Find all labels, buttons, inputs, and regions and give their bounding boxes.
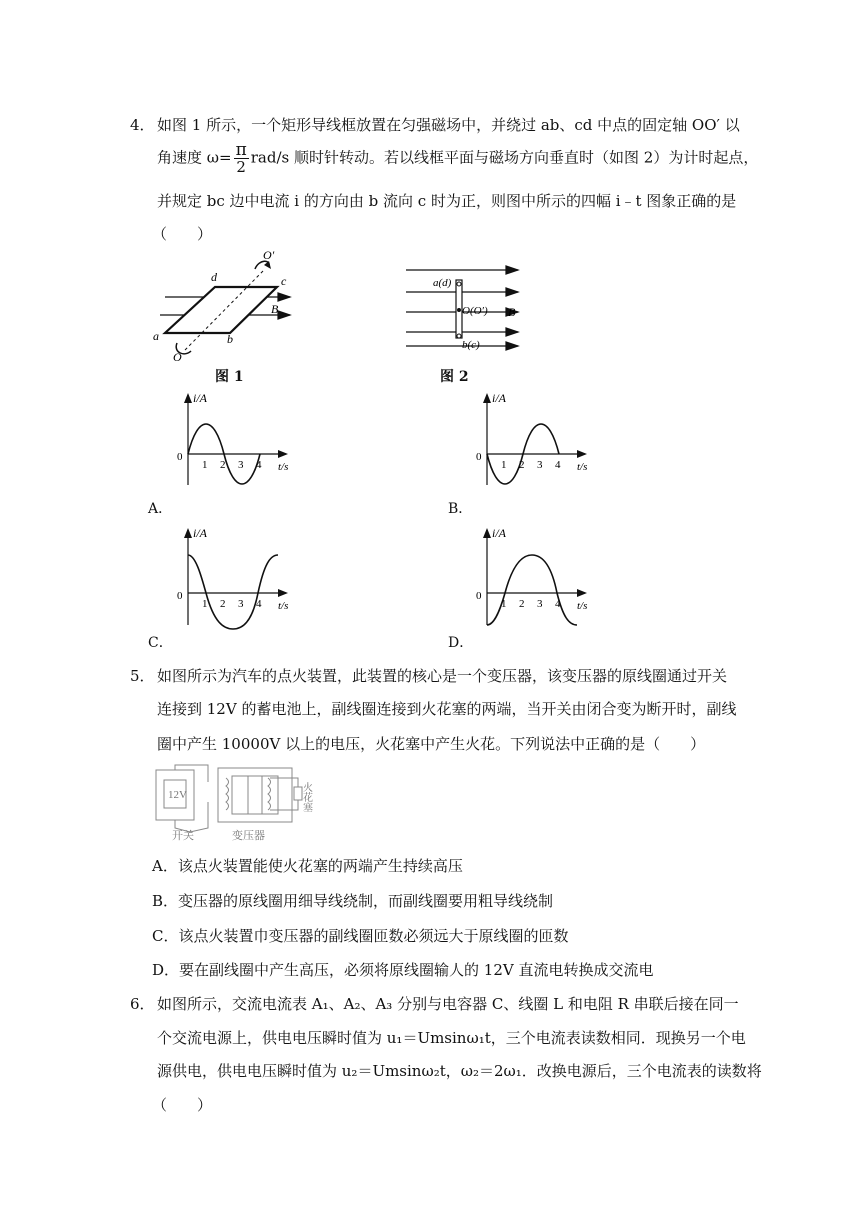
label-a-d: a(d) [433, 277, 452, 289]
spark-plug-label: 火花塞 [300, 782, 312, 812]
figure-2-caption: 图 2 [440, 369, 469, 385]
svg-text:0: 0 [476, 590, 482, 602]
svg-text:t/s: t/s [577, 600, 588, 612]
graph-b [467, 390, 602, 490]
battery-label: 12V [168, 789, 187, 801]
label-d: d [211, 270, 217, 284]
y-axis-label: i/A [193, 391, 207, 405]
option-c-label[interactable]: C． [148, 635, 173, 651]
figure-1-rotating-frame [145, 245, 305, 365]
svg-text:3: 3 [537, 459, 543, 471]
q5-choice-b[interactable]: B．变压器的原线圈用细导线绕制，而副线圈要用粗导线绕制 [152, 892, 554, 910]
x-axis-label: t/s [278, 461, 289, 473]
label-B: B [271, 302, 279, 316]
svg-text:2: 2 [220, 598, 226, 610]
q5-choice-d[interactable]: D．要在副线圈中产生高压，必须将原线圈输人的 12V 直流电转换成交流电 [152, 961, 654, 979]
svg-text:t/s: t/s [577, 461, 588, 473]
switch-label: 开关 [172, 830, 194, 842]
question-4-line-2 [157, 140, 759, 176]
question-5-number: 5． [130, 667, 155, 685]
question-6-line-1: 如图所示，交流电流表 A₁、A₂、A₃ 分别与电容器 C、线圈 L 和电阻 R 串联后接在同一 [157, 995, 739, 1013]
question-6-number: 6． [130, 995, 155, 1013]
svg-text:0: 0 [476, 451, 482, 463]
tick-2: 2 [220, 459, 226, 471]
option-d-label[interactable]: D． [448, 635, 474, 651]
graph-d [467, 525, 602, 630]
origin-label: 0 [177, 451, 183, 463]
svg-text:2: 2 [519, 598, 525, 610]
label-O-O-prime: O(O′) [462, 305, 488, 317]
tick-4: 4 [256, 459, 262, 471]
fraction-numerator: π [235, 140, 247, 160]
fraction-denominator: 2 [236, 158, 246, 176]
q4-line2-b: rad/s 顺时针转动。若以线框平面与磁场方向垂直时（如图 2）为计时起点， [250, 148, 759, 167]
question-5-line-2: 连接到 12V 的蓄电池上，副线圈连接到火花塞的两端，当开关由闭合变为断开时，副线 [157, 700, 737, 718]
ignition-circuit-figure [148, 762, 328, 842]
question-5-line-1: 如图所示为汽车的点火装置，此装置的核心是一个变压器，该变压器的原线圈通过开关 [157, 667, 728, 685]
omega-fraction [234, 142, 249, 175]
question-4-number: 4． [130, 116, 155, 134]
option-b-label[interactable]: B． [448, 501, 473, 517]
svg-text:4: 4 [555, 459, 561, 471]
svg-text:4: 4 [555, 598, 561, 610]
graph-c [168, 525, 303, 630]
svg-text:4: 4 [256, 598, 262, 610]
label-B-field: B [508, 305, 516, 319]
graph-a [168, 390, 303, 490]
label-a: a [153, 329, 159, 343]
question-4-line-1: 如图 1 所示，一个矩形导线框放置在匀强磁场中，并绕过 ab、cd 中点的固定轴 OO′ 以 [157, 116, 740, 134]
label-b: b [227, 332, 233, 346]
svg-text:0: 0 [177, 590, 183, 602]
figure-1-caption: 图 1 [215, 369, 244, 385]
q5-choice-a[interactable]: A．该点火装置能使火花塞的两端产生持续高压 [152, 857, 463, 875]
svg-text:i/A: i/A [193, 526, 207, 540]
svg-text:i/A: i/A [492, 391, 506, 405]
svg-text:1: 1 [202, 598, 208, 610]
question-6-line-2: 个交流电源上，供电电压瞬时值为 u₁＝Umsinω₁t，三个电流表读数相同．现换另一个电 [157, 1029, 746, 1047]
svg-text:1: 1 [501, 459, 507, 471]
question-4-line-3: 并规定 bc 边中电流 i 的方向由 b 流向 c 时为正，则图中所示的四幅 i﹣t 图象正确的是 [157, 192, 737, 210]
figure-2-side-view [400, 262, 530, 354]
question-4-bracket: （ ） [152, 225, 213, 243]
svg-text:t/s: t/s [278, 600, 289, 612]
svg-text:i/A: i/A [492, 526, 506, 540]
transformer-label: 变压器 [232, 830, 265, 842]
tick-3: 3 [238, 459, 244, 471]
arrow-head-1 [278, 293, 290, 301]
arrow-head-2 [278, 311, 290, 319]
label-b-c: b(c) [462, 339, 480, 351]
svg-text:3: 3 [238, 598, 244, 610]
question-5-line-3: 圈中产生 10000V 以上的电压，火花塞中产生火花。下列说法中正确的是（ ） [157, 735, 706, 753]
option-a-label[interactable]: A． [148, 501, 173, 517]
curve-d [487, 555, 577, 625]
label-O: O [173, 350, 182, 364]
label-c: c [281, 274, 287, 288]
q5-choice-c[interactable]: C．该点火装置巾变压器的副线圈匝数必须远大于原线圈的匝数 [152, 927, 569, 945]
q4-line2-a: 角速度 ω= [157, 148, 232, 167]
label-O-prime: O′ [263, 248, 275, 262]
rectangular-frame [165, 287, 277, 333]
svg-text:1: 1 [501, 598, 507, 610]
svg-text:3: 3 [537, 598, 543, 610]
curve-c [188, 555, 278, 629]
svg-text:2: 2 [519, 459, 525, 471]
question-6-line-3: 源供电，供电电压瞬时值为 u₂＝Umsinω₂t，ω₂＝2ω₁．改换电源后，三个电流表的读数将 [157, 1062, 762, 1080]
tick-1: 1 [202, 459, 208, 471]
question-6-bracket: （ ） [152, 1096, 213, 1114]
